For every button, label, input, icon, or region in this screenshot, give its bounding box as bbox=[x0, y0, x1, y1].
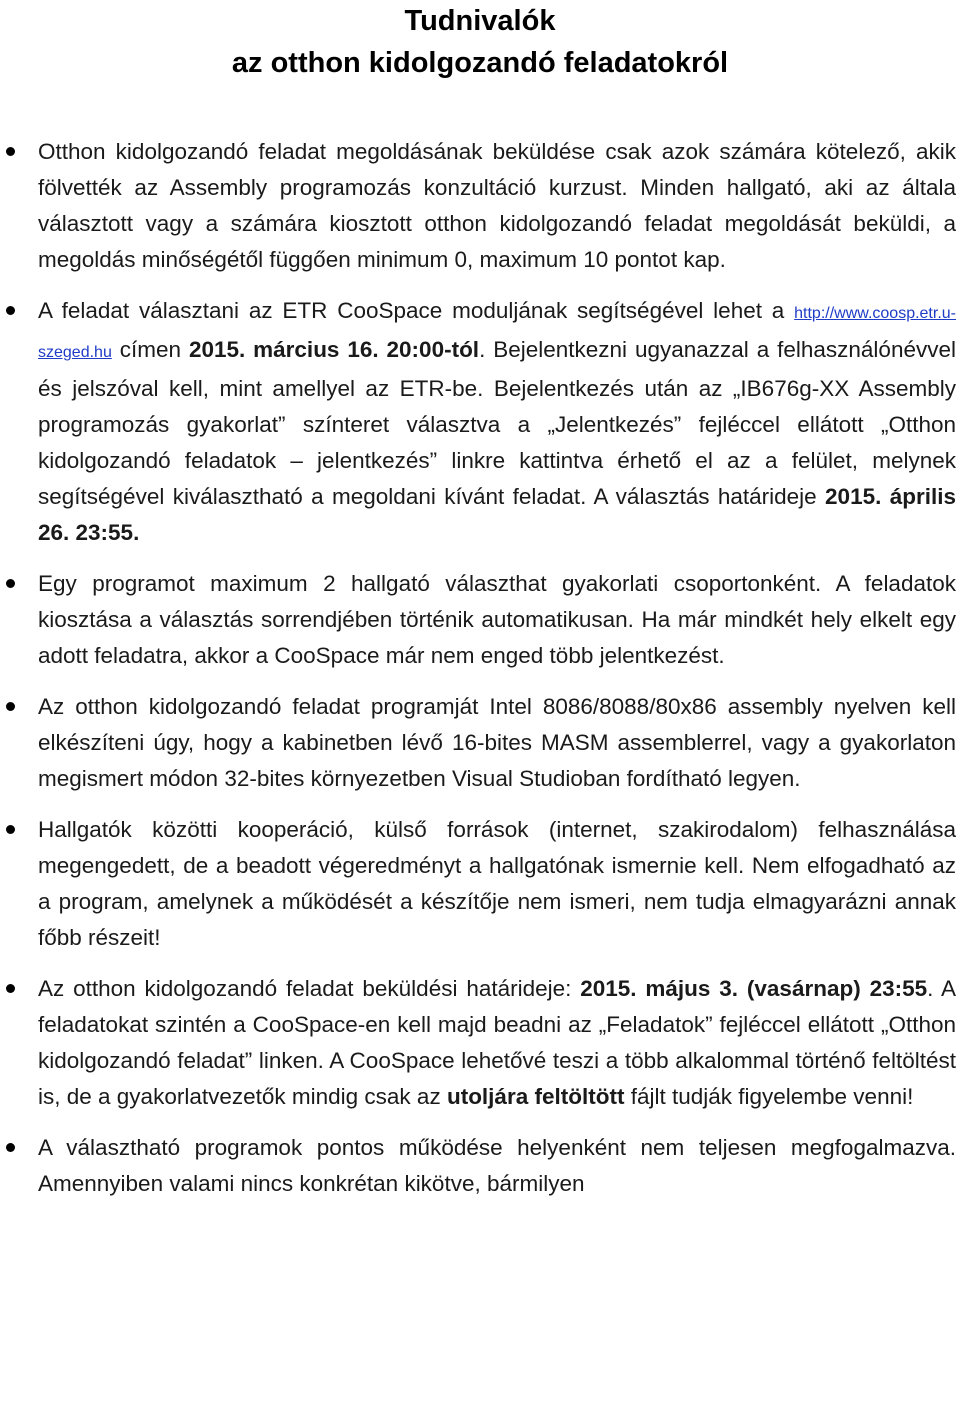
list-item-2 bbox=[0, 293, 960, 551]
selection-deadline: 2015. április 26. 23:55. bbox=[38, 484, 957, 545]
item-text-post: fájlt tudják figyelembe venni! bbox=[624, 1084, 914, 1109]
item-text-mid2: . Bejelentkezni ugyanazzal a felhasználónévvel és jelszóval kell, mint amellyel az ETR-be. Bejelentkezés után az „IB676g-XX Assembly programozás gyakorlat” színteret választva a „Jelentkezés” fejléccel ellátott „Otthon kidolgozandó feladatok – jelentkezés” linkre kattintva érhető el az a felület, melynek segítségével kiválasztható a megoldani kívánt feladat. A választás határideje bbox=[38, 337, 956, 509]
item-text: Otthon kidolgozandó feladat megoldásának beküldése csak azok számára kötelező, akik fölvették az Assembly programozás konzultáció kurzust. Minden hallgató, aki az általa választott vagy a számára kiosztott otthon kidolgozandó feladat megoldását beküldi, a megoldás minőségétől függően minimum 0, maximum 10 pontot kap. bbox=[38, 139, 956, 272]
item-text-pre: Az otthon kidolgozandó feladat beküldési határideje: bbox=[38, 976, 581, 1001]
list-item-4 bbox=[0, 689, 960, 797]
item-text-mid: . A feladatokat szintén a CooSpace-en kell majd beadni az „Feladatok” fejléccel ellátott „Otthon kidolgozandó feladat” linken. A CooSpace lehetővé teszi a több alkalommal történő feltöltést is, de a gyakorlatvezetők mindig csak az bbox=[38, 976, 956, 1109]
item-text: Egy programot maximum 2 hallgató választhat gyakorlati csoportonként. A feladatok kiosztása a választás sorrendjében történik automatikusan. Ha már mindkét hely elkelt egy adott feladatra, akkor a CooSpace már nem enged több jelentkezést. bbox=[38, 571, 956, 668]
item-text: Az otthon kidolgozandó feladat programját Intel 8086/8088/80x86 assembly nyelven kell elkészíteni úgy, hogy a kabinetben lévő 16-bites MASM assemblerrel, vagy a gyakorlaton megismert módon 32-bites környezetben Visual Studioban fordítható legyen. bbox=[38, 694, 956, 791]
bullet-icon bbox=[6, 984, 15, 993]
title-line-1: Tudnivalók bbox=[404, 5, 556, 37]
title-line-2: az otthon kidolgozandó feladatokról bbox=[231, 47, 729, 79]
info-list bbox=[0, 134, 960, 1217]
list-item-7 bbox=[0, 1130, 960, 1202]
item-text-mid: címen bbox=[111, 337, 189, 362]
list-item-1 bbox=[0, 134, 960, 278]
bullet-icon bbox=[6, 825, 15, 834]
bullet-icon bbox=[6, 1143, 15, 1152]
coospace-link[interactable]: http://www.coosp.etr.u-szeged.hu bbox=[38, 305, 956, 361]
bullet-icon bbox=[6, 306, 15, 315]
bullet-icon bbox=[6, 702, 15, 711]
bullet-icon bbox=[6, 579, 15, 588]
item-text: Hallgatók közötti kooperáció, külső források (internet, szakirodalom) felhasználása megengedett, de a beadott végeredményt a hallgatónak ismernie kell. Nem elfogadható az a program, amelynek a működését a készítője nem ismeri, nem tudja elmagyarázni annak főbb részeit! bbox=[38, 817, 956, 950]
page-title bbox=[0, 0, 960, 84]
list-item-6 bbox=[0, 971, 960, 1115]
list-item-3 bbox=[0, 566, 960, 674]
selection-start-date: 2015. március 16. 20:00-tól bbox=[188, 337, 480, 362]
list-item-5 bbox=[0, 812, 960, 956]
item-text-pre: A feladat választani az ETR CooSpace moduljának segítségével lehet a bbox=[38, 298, 795, 323]
last-uploaded-emphasis: utoljára feltöltött bbox=[446, 1084, 625, 1109]
bullet-icon bbox=[6, 147, 15, 156]
item-text: A választható programok pontos működése helyenként nem teljesen megfogalmazva. Amennyiben valami nincs konkrétan kikötve, bármilyen bbox=[38, 1135, 956, 1196]
submission-deadline: 2015. május 3. (vasárnap) 23:55 bbox=[580, 976, 928, 1001]
